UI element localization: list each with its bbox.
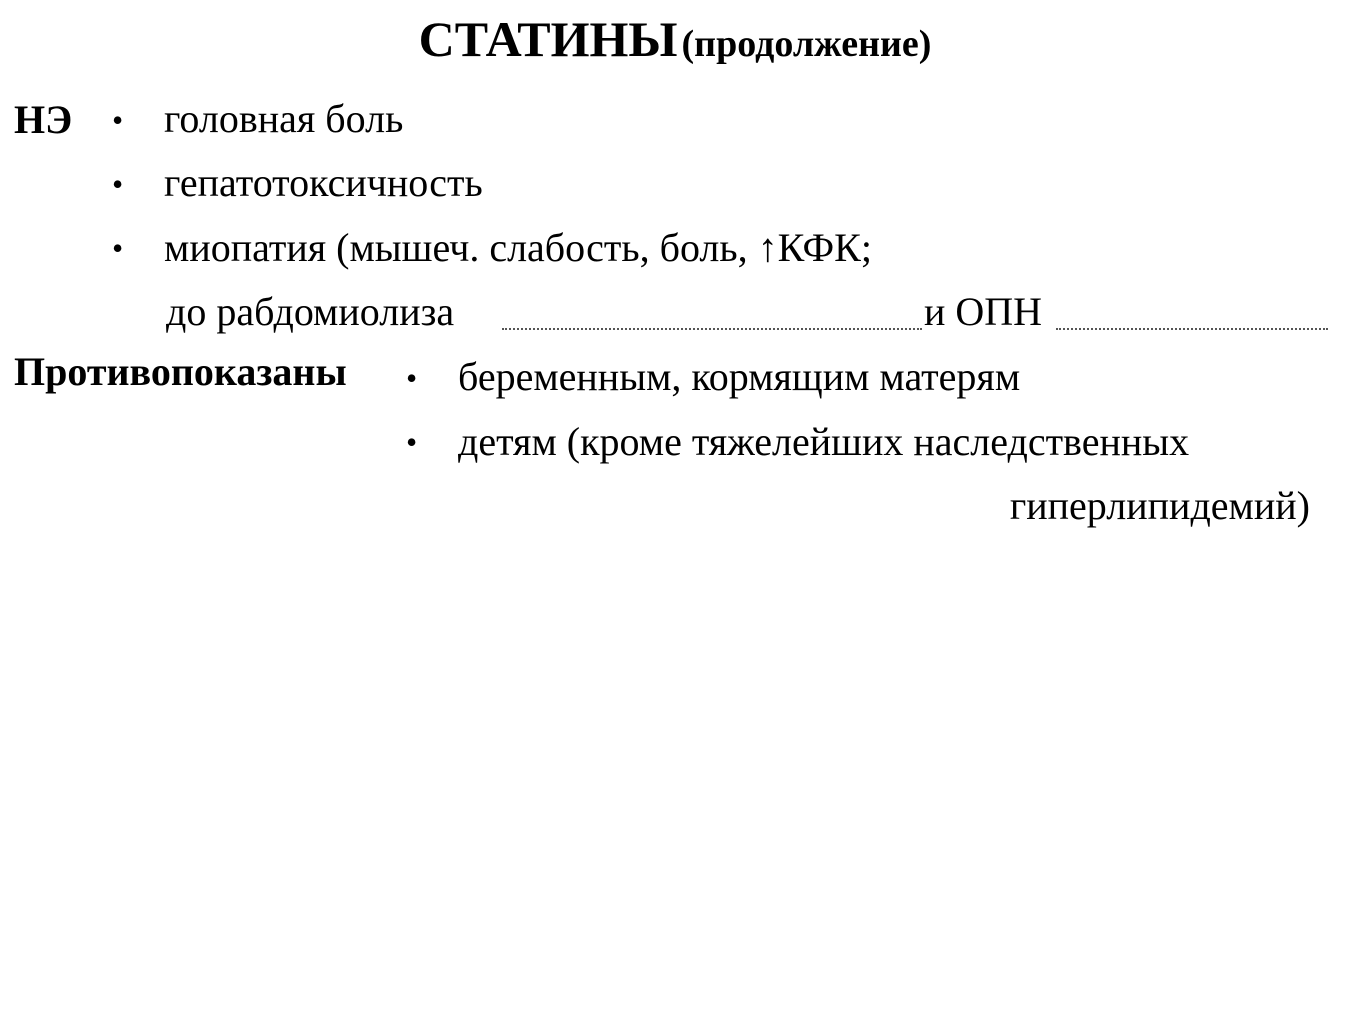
bullet: • xyxy=(112,102,124,138)
title-main: СТАТИНЫ xyxy=(418,11,678,67)
fill-in-blank-1 xyxy=(502,328,922,330)
myopathy-continuation-mid: и ОПН xyxy=(924,289,1043,334)
contraindication-item-pregnant: беременным, кормящим матерям xyxy=(458,354,1021,399)
side-effects-label: НЭ xyxy=(14,97,73,142)
side-effect-item-myopathy: миопатия (мышеч. слабость, боль, ↑КФК; xyxy=(164,225,872,270)
contraindications-label: Противопоказаны xyxy=(14,349,347,394)
bullet: • xyxy=(112,166,124,202)
bullet: • xyxy=(406,424,418,460)
contraindication-continuation: гиперлипидемий) xyxy=(1009,483,1310,528)
fill-in-blank-2 xyxy=(1056,328,1328,330)
title-subtitle: (продолжение) xyxy=(681,23,932,65)
contraindication-item-children: детям (кроме тяжелейших наследственных xyxy=(458,419,1190,464)
page-title xyxy=(0,11,1350,67)
bullet: • xyxy=(406,360,418,396)
myopathy-continuation-prefix: до рабдомиолиза xyxy=(166,289,455,334)
side-effect-item-headache: головная боль xyxy=(164,96,404,141)
bullet: • xyxy=(112,230,124,266)
side-effect-item-hepatotoxicity: гепатотоксичность xyxy=(164,160,483,205)
